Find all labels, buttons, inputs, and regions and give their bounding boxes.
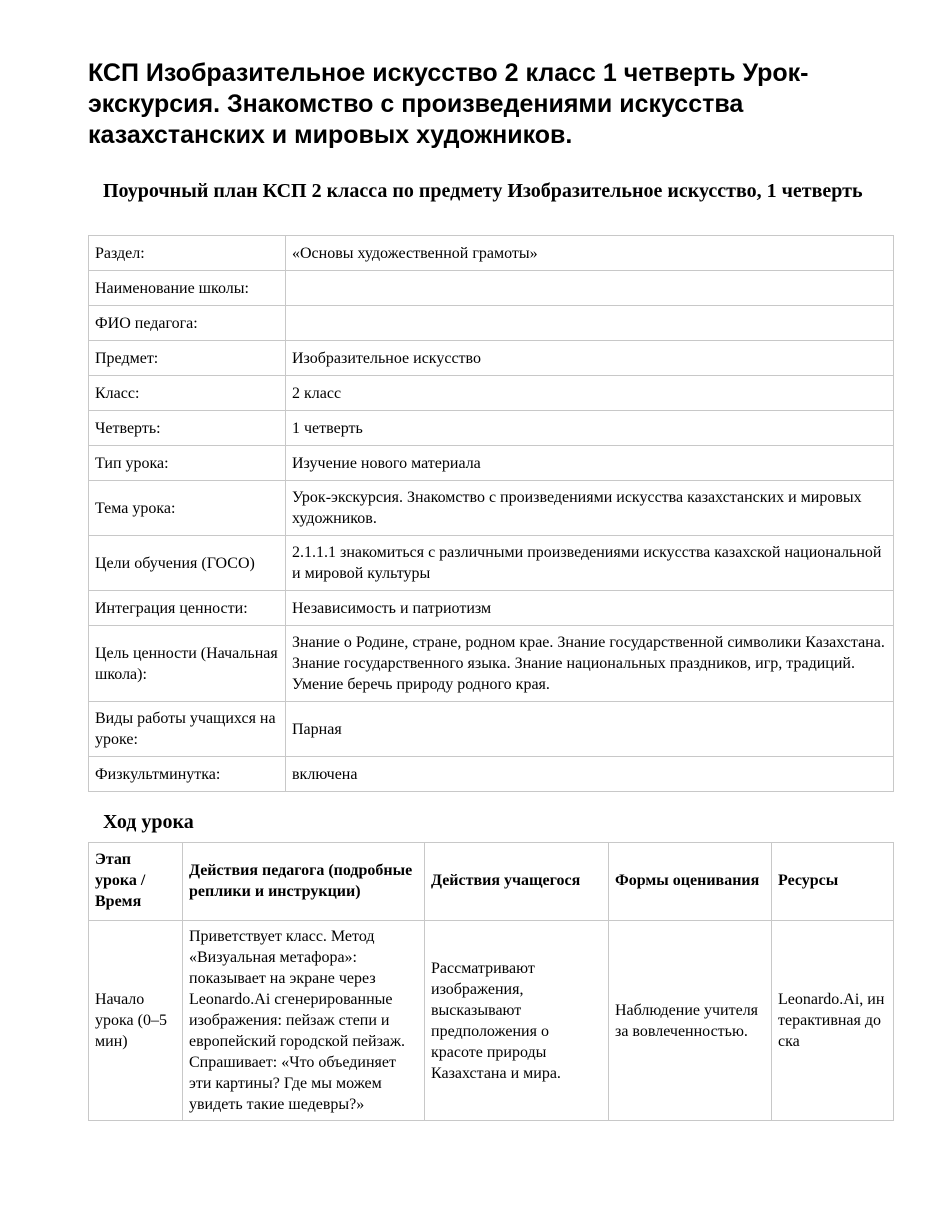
info-value: Парная — [286, 702, 894, 757]
info-label: Класс: — [89, 376, 286, 411]
info-row — [89, 341, 894, 376]
lesson-progress-heading: Ход урока — [103, 811, 194, 833]
info-value — [286, 306, 894, 341]
info-row — [89, 591, 894, 626]
info-row — [89, 271, 894, 306]
lesson-cell: Наблюдение учителя за вовлеченностью. — [609, 921, 772, 1121]
lesson-column-header: Формы оценивания — [609, 843, 772, 921]
info-value: 2.1.1.1 знакомиться с различными произведениями искусства казахской национальной и мировой культуры — [286, 536, 894, 591]
info-row — [89, 376, 894, 411]
document-title: КСП Изобразительное искусство 2 класс 1 четверть Урок-экскурсия. Знакомство с произведениями искусства казахстанских и мировых художников. — [88, 59, 809, 149]
info-row — [89, 446, 894, 481]
plan-subtitle: Поурочный план КСП 2 класса по предмету Изобразительное искусство, 1 четверть — [103, 180, 863, 202]
lesson-column-header: Этап урока / Время — [89, 843, 183, 921]
info-row — [89, 236, 894, 271]
lesson-table-header-row — [89, 843, 894, 921]
info-row — [89, 481, 894, 536]
info-row — [89, 702, 894, 757]
info-value: включена — [286, 757, 894, 792]
lesson-cell: Приветствует класс. Метод «Визуальная метафора»: показывает на экране через Leonardo.Ai сгенерированные изображения: пейзаж степи и европейский городской пейзаж. Спрашивает: «Что объединяет эти картины? Где мы можем увидеть такие шедевры?» — [183, 921, 425, 1121]
lesson-cell: Начало урока (0–5 мин) — [89, 921, 183, 1121]
info-row — [89, 757, 894, 792]
info-value: Урок-экскурсия. Знакомство с произведениями искусства казахстанских и мировых художников. — [286, 481, 894, 536]
info-row — [89, 306, 894, 341]
info-label: Цель ценности (Начальная школа): — [89, 626, 286, 702]
info-value: 2 класс — [286, 376, 894, 411]
lesson-progress-table — [88, 842, 894, 1121]
info-label: Интеграция ценности: — [89, 591, 286, 626]
info-label: Четверть: — [89, 411, 286, 446]
info-label: ФИО педагога: — [89, 306, 286, 341]
lesson-row — [89, 921, 894, 1121]
info-label: Виды работы учащихся на уроке: — [89, 702, 286, 757]
lesson-column-header: Ресурсы — [772, 843, 894, 921]
info-label: Физкультминутка: — [89, 757, 286, 792]
info-label: Предмет: — [89, 341, 286, 376]
info-value: Независимость и патриотизм — [286, 591, 894, 626]
lesson-cell: Рассматривают изображения, высказывают предположения о красоте природы Казахстана и мира. — [425, 921, 609, 1121]
lesson-column-header: Действия педагога (подробные реплики и инструкции) — [183, 843, 425, 921]
info-label: Наименование школы: — [89, 271, 286, 306]
info-label: Тема урока: — [89, 481, 286, 536]
info-value: 1 четверть — [286, 411, 894, 446]
lesson-cell: Leonardo.Ai, интерактивная доска — [772, 921, 894, 1121]
info-label: Тип урока: — [89, 446, 286, 481]
lesson-column-header: Действия учащегося — [425, 843, 609, 921]
info-label: Раздел: — [89, 236, 286, 271]
lesson-info-table — [88, 235, 894, 792]
info-value: Изобразительное искусство — [286, 341, 894, 376]
info-value: Изучение нового материала — [286, 446, 894, 481]
info-row — [89, 536, 894, 591]
info-row — [89, 626, 894, 702]
info-label: Цели обучения (ГОСО) — [89, 536, 286, 591]
info-value: «Основы художественной грамоты» — [286, 236, 894, 271]
info-value: Знание о Родине, стране, родном крае. Знание государственной символики Казахстана. Знание государственного языка. Знание национальных праздников, игр, традиций. Умение беречь природу родного края. — [286, 626, 894, 702]
info-row — [89, 411, 894, 446]
info-value — [286, 271, 894, 306]
